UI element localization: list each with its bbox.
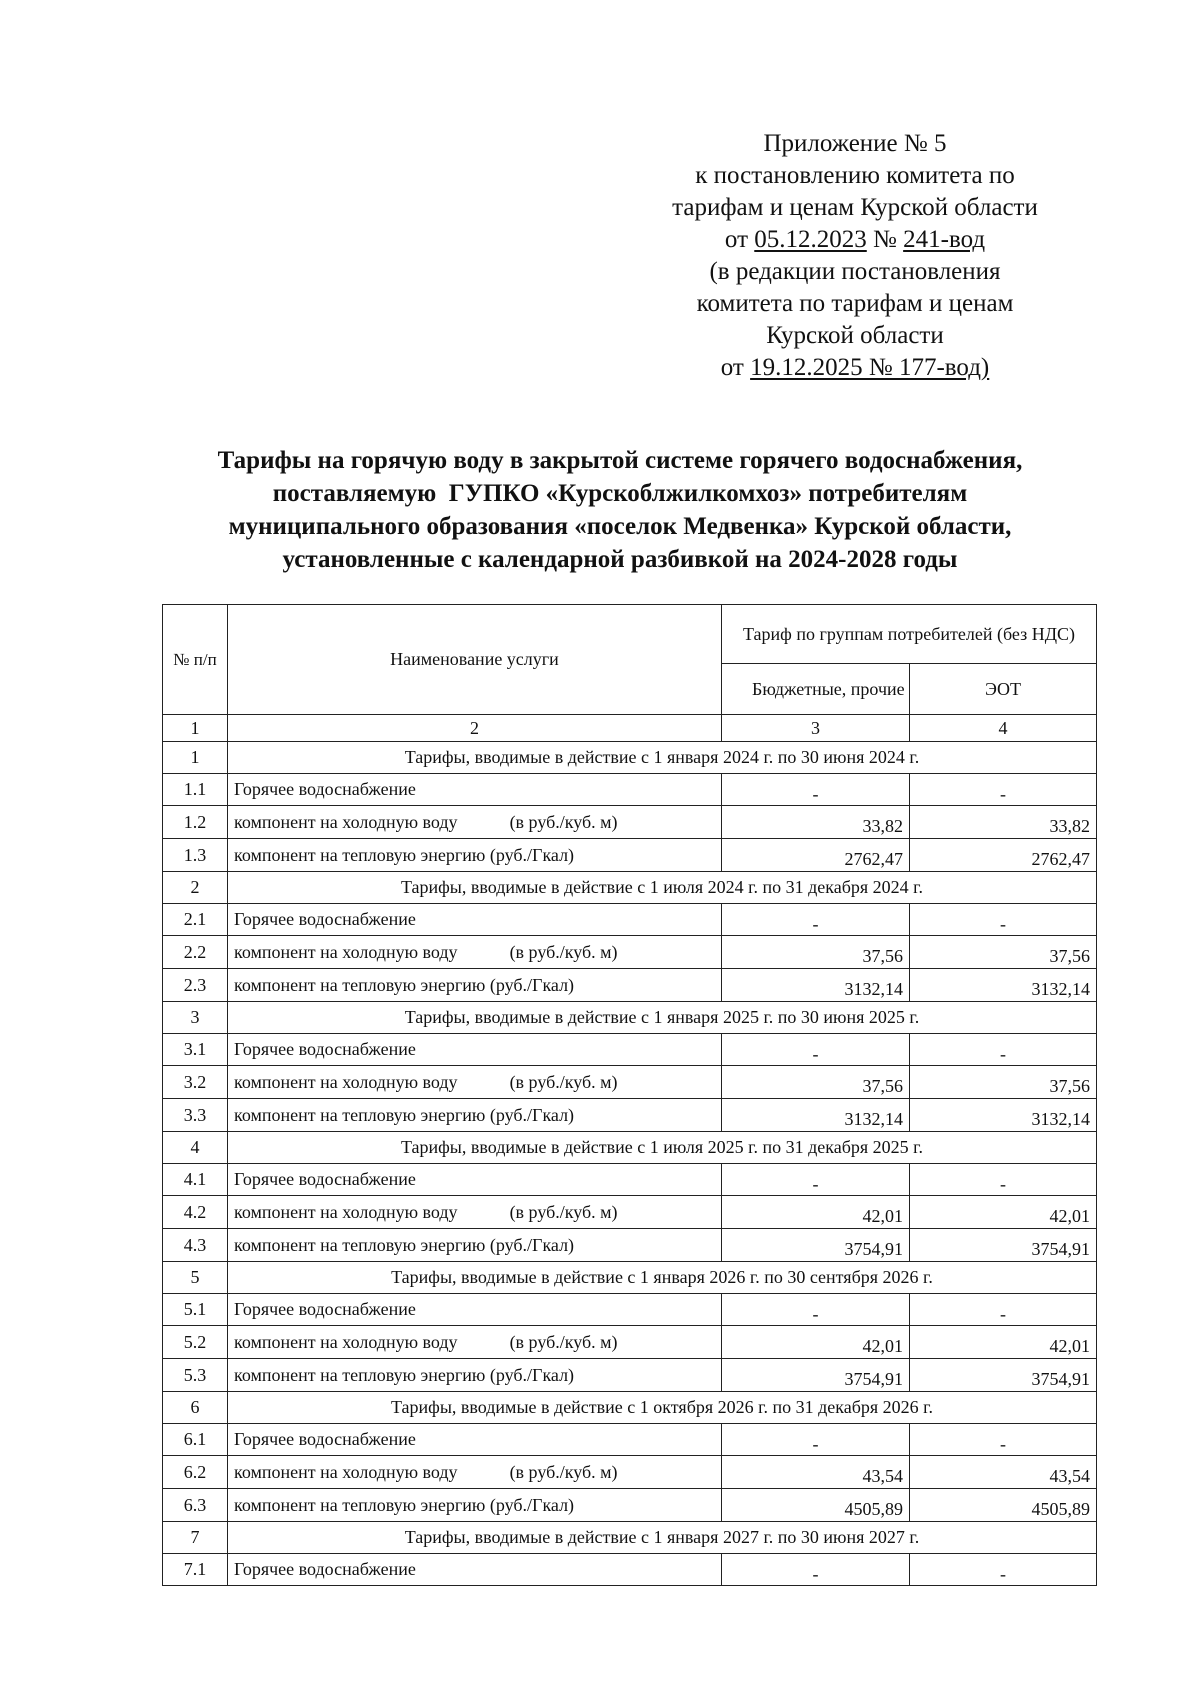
row-number: 4.2 [163,1196,228,1229]
service-name: Горячее водоснабжение [234,1299,416,1319]
appendix-line: тарифам и ценам Курской области [672,194,1038,221]
row-number: 7.1 [163,1554,228,1586]
header-col4: ЭОТ [910,664,1097,715]
tariff-eot-value: 33,82 [910,806,1097,839]
service-name: компонент на холодную воду [234,811,458,832]
tariff-eot-value: - [910,1034,1097,1066]
resolution-date: 05.12.2023 [754,226,867,253]
row-number: 4.3 [163,1229,228,1262]
document-title [140,444,1100,576]
tariff-budget-value: 2762,47 [722,839,910,872]
period-title: Тарифы, вводимые в действие с 1 июля 2024 г. по 31 декабря 2024 г. [228,872,1097,904]
tariff-eot-value: 37,56 [910,1066,1097,1099]
service-name: Горячее водоснабжение [234,909,416,929]
tariff-budget-value: - [722,1554,910,1586]
tariff-budget-value: - [722,1034,910,1066]
table-row [163,1034,1097,1066]
period-title: Тарифы, вводимые в действие с 1 января 2027 г. по 30 июня 2027 г. [228,1522,1097,1554]
appendix-block [620,128,1090,384]
service-name: компонент на тепловую энергию (руб./Гкал) [234,1234,575,1255]
service-name-cell [228,1034,722,1066]
service-name: Горячее водоснабжение [234,1559,416,1579]
header-num: № п/п [163,605,228,715]
period-number: 1 [163,742,228,774]
service-unit: (в руб./куб. м) [509,941,618,962]
tariff-budget-value: 37,56 [722,1066,910,1099]
appendix-line: Приложение № 5 [763,130,947,157]
row-number: 5.3 [163,1359,228,1392]
tariff-budget-value: 3132,14 [722,1099,910,1132]
tariff-budget-value: 3132,14 [722,969,910,1002]
appendix-line: к постановлению комитета по [695,162,1015,189]
service-name-cell [228,969,722,1002]
service-name-cell [228,1229,722,1262]
service-name-cell [228,1489,722,1522]
table-row [163,1359,1097,1392]
row-number: 5.2 [163,1326,228,1359]
service-name: компонент на холодную воду [234,1071,458,1092]
tariff-budget-value: 3754,91 [722,1229,910,1262]
tariff-budget-value: 3754,91 [722,1359,910,1392]
service-name: компонент на тепловую энергию (руб./Гкал) [234,1104,575,1125]
tariff-eot-value: 2762,47 [910,839,1097,872]
header-tariff-group: Тариф по группам потребителей (без НДС) [722,605,1097,664]
appendix-resolution-line [620,224,1090,256]
service-name-cell [228,936,722,969]
period-number: 6 [163,1392,228,1424]
period-number: 4 [163,1132,228,1164]
tariff-budget-value: 33,82 [722,806,910,839]
row-number: 2.1 [163,904,228,936]
table-row [163,1326,1097,1359]
table-row [163,1164,1097,1196]
table-row [163,1066,1097,1099]
service-name-cell [228,1326,722,1359]
tariff-eot-value: - [910,1554,1097,1586]
tariff-eot-value: - [910,1294,1097,1326]
row-number: 6.1 [163,1424,228,1456]
tariff-budget-value: 4505,89 [722,1489,910,1522]
tariff-eot-value: - [910,1164,1097,1196]
service-name-cell [228,1066,722,1099]
period-title: Тарифы, вводимые в действие с 1 января 2024 г. по 30 июня 2024 г. [228,742,1097,774]
service-name-cell [228,1456,722,1489]
period-title: Тарифы, вводимые в действие с 1 октября 2026 г. по 31 декабря 2026 г. [228,1392,1097,1424]
service-name: компонент на тепловую энергию (руб./Гкал) [234,1364,575,1385]
column-number: 1 [163,715,228,742]
appendix-line: комитета по тарифам и ценам [696,290,1014,317]
appendix-revision-line [620,352,1090,384]
header-service: Наименование услуги [228,605,722,715]
header-col3: Бюджетные, прочие [722,664,910,715]
table-row [163,969,1097,1002]
service-name-cell [228,1196,722,1229]
number-sign: № [866,226,904,253]
service-name: компонент на тепловую энергию (руб./Гкал) [234,844,575,865]
table-row [163,806,1097,839]
row-number: 6.2 [163,1456,228,1489]
tariff-eot-value: 3132,14 [910,1099,1097,1132]
service-name-cell [228,839,722,872]
service-name: Горячее водоснабжение [234,779,416,799]
table-row [163,904,1097,936]
tariff-eot-value: 37,56 [910,936,1097,969]
tariff-eot-value: - [910,774,1097,806]
period-title: Тарифы, вводимые в действие с 1 июля 2025 г. по 31 декабря 2025 г. [228,1132,1097,1164]
title-line: установленные с календарной разбивкой на 2024-2028 годы [282,546,958,573]
row-number: 1.1 [163,774,228,806]
table-row [163,1424,1097,1456]
service-unit: (в руб./куб. м) [509,1071,618,1092]
period-row [163,872,1097,904]
tariff-budget-value: 43,54 [722,1456,910,1489]
service-name: Горячее водоснабжение [234,1039,416,1059]
service-unit: (в руб./куб. м) [509,1331,618,1352]
service-name-cell [228,1554,722,1586]
tariff-table [162,604,1097,1586]
appendix-line: Курской области [766,322,944,349]
table-row [163,1196,1097,1229]
tariff-budget-value: - [722,1294,910,1326]
table-row [163,1229,1097,1262]
period-number: 2 [163,872,228,904]
tariff-budget-value: 42,01 [722,1326,910,1359]
service-unit: (в руб./куб. м) [509,811,618,832]
period-row [163,742,1097,774]
service-name: компонент на холодную воду [234,1201,458,1222]
table-row [163,839,1097,872]
period-row [163,1132,1097,1164]
table-row [163,1099,1097,1132]
tariff-eot-value: 43,54 [910,1456,1097,1489]
title-line: муниципального образования «поселок Медвенка» Курской области, [228,513,1012,540]
row-number: 3.1 [163,1034,228,1066]
table-row [163,1554,1097,1586]
row-number: 1.2 [163,806,228,839]
tariff-budget-value: - [722,1424,910,1456]
tariff-budget-value: - [722,904,910,936]
row-number: 1.3 [163,839,228,872]
tariff-eot-value: - [910,904,1097,936]
tariff-budget-value: 42,01 [722,1196,910,1229]
title-line: Тарифы на горячую воду в закрытой системе горячего водоснабжения, [217,447,1023,474]
service-name-cell [228,1424,722,1456]
period-title: Тарифы, вводимые в действие с 1 января 2025 г. по 30 июня 2025 г. [228,1002,1097,1034]
tariff-eot-value: 4505,89 [910,1489,1097,1522]
resolution-number: 241-вод [903,226,986,253]
tariff-eot-value: 3754,91 [910,1359,1097,1392]
appendix-prefix: от [720,354,751,381]
period-row [163,1002,1097,1034]
service-unit: (в руб./куб. м) [509,1461,618,1482]
service-name: компонент на тепловую энергию (руб./Гкал) [234,974,575,995]
service-name: Горячее водоснабжение [234,1169,416,1189]
tariff-eot-value: 42,01 [910,1326,1097,1359]
service-unit: (в руб./куб. м) [509,1201,618,1222]
service-name: Горячее водоснабжение [234,1429,416,1449]
period-number: 5 [163,1262,228,1294]
period-row [163,1522,1097,1554]
period-row [163,1392,1097,1424]
row-number: 4.1 [163,1164,228,1196]
service-name-cell [228,1099,722,1132]
row-number: 3.3 [163,1099,228,1132]
appendix-line: (в редакции постановления [709,258,1001,285]
title-line: поставляемую ГУПКО «Курскоблжилкомхоз» потребителям [272,480,968,507]
row-number: 2.2 [163,936,228,969]
tariff-budget-value: 37,56 [722,936,910,969]
period-title: Тарифы, вводимые в действие с 1 января 2026 г. по 30 сентября 2026 г. [228,1262,1097,1294]
service-name: компонент на тепловую энергию (руб./Гкал) [234,1494,575,1515]
tariff-eot-value: - [910,1424,1097,1456]
service-name: компонент на холодную воду [234,941,458,962]
column-number: 4 [910,715,1097,742]
column-numbers-row [163,715,1097,742]
tariff-budget-value: - [722,774,910,806]
revision-date-number: 19.12.2025 № 177-вод) [750,354,990,381]
table-row [163,1489,1097,1522]
period-row [163,1262,1097,1294]
service-name-cell [228,904,722,936]
service-name-cell [228,1294,722,1326]
table-row [163,936,1097,969]
service-name-cell [228,806,722,839]
table-row [163,774,1097,806]
row-number: 3.2 [163,1066,228,1099]
row-number: 6.3 [163,1489,228,1522]
service-name: компонент на холодную воду [234,1461,458,1482]
period-number: 3 [163,1002,228,1034]
tariff-eot-value: 3132,14 [910,969,1097,1002]
service-name-cell [228,1164,722,1196]
row-number: 5.1 [163,1294,228,1326]
row-number: 2.3 [163,969,228,1002]
table-row [163,1456,1097,1489]
column-number: 2 [228,715,722,742]
tariff-budget-value: - [722,1164,910,1196]
period-number: 7 [163,1522,228,1554]
service-name-cell [228,1359,722,1392]
appendix-prefix: от [724,226,755,253]
column-number: 3 [722,715,910,742]
table-row [163,1294,1097,1326]
tariff-eot-value: 3754,91 [910,1229,1097,1262]
tariff-eot-value: 42,01 [910,1196,1097,1229]
service-name: компонент на холодную воду [234,1331,458,1352]
service-name-cell [228,774,722,806]
